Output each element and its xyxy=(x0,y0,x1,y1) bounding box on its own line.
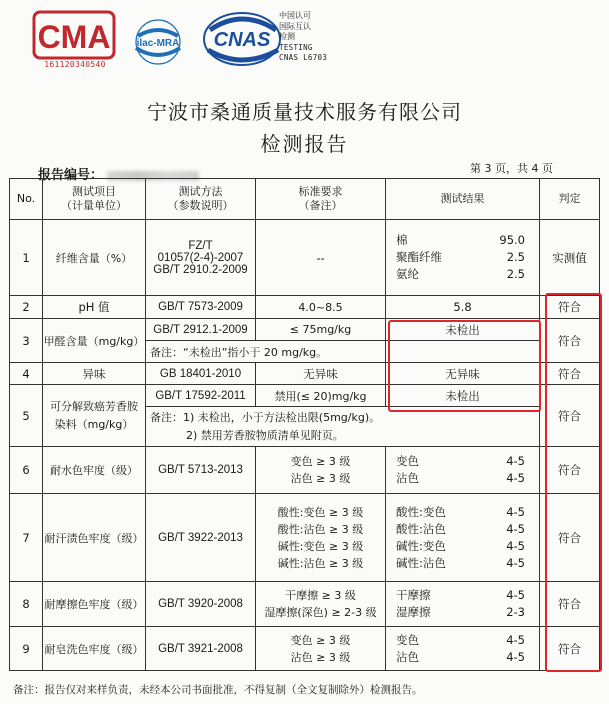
cnas-side-line: CNAS L6703 xyxy=(279,53,328,63)
row-no: 8 xyxy=(10,582,43,627)
table-row xyxy=(10,627,600,671)
row-no: 9 xyxy=(10,627,43,671)
row-judge: 符合 xyxy=(540,627,600,671)
row-standard: 禁用(≤ 20)mg/kg xyxy=(256,385,386,407)
row-judge: 符合 xyxy=(540,319,600,363)
company-name: 宁波市桑通质量技术服务有限公司 xyxy=(147,100,462,124)
row-no: 5 xyxy=(10,385,43,447)
col-header-judge: 判定 xyxy=(540,179,600,220)
row-item: 纤维含量（%） xyxy=(43,220,146,296)
result-line: 棉 95.0 xyxy=(396,233,525,247)
ilac-logo-text: ilac-MRA xyxy=(136,38,180,49)
table-row xyxy=(10,582,600,627)
row-no: 3 xyxy=(10,319,43,363)
row-standard: 干摩擦 ≥ 3 级 湿摩擦(深色) ≥ 2-3 级 xyxy=(256,582,386,627)
table-row xyxy=(10,447,600,494)
row-judge: 符合 xyxy=(540,447,600,494)
document-title: 检测报告 xyxy=(260,132,349,156)
row-item: 甲醛含量（mg/kg） xyxy=(43,319,146,363)
row-item: pH 值 xyxy=(43,296,146,319)
row-item: 耐汗渍色牢度（级） xyxy=(43,494,146,582)
row-method: FZ/T 01057(2-4)-2007 GB/T 2910.2-2009 xyxy=(146,220,256,296)
row-method: GB/T 3921-2008 xyxy=(146,627,256,671)
result-line: 聚酯纤维 2.5 xyxy=(396,250,525,264)
cnas-side-line: 国际互认 xyxy=(279,21,311,31)
row-method: GB/T 17592-2011 xyxy=(146,385,256,407)
row-result: 变色 4-5 沾色 4-5 xyxy=(386,447,540,494)
row-result: 未检出 xyxy=(386,319,540,341)
table-row xyxy=(10,296,600,319)
row-standard: ≤ 75mg/kg xyxy=(256,319,386,341)
row-standard: 酸性:变色 ≥ 3 级 酸性:沾色 ≥ 3 级 碱性:变色 ≥ 3 级 碱性:沾色 ≥ 3 级 xyxy=(256,494,386,582)
row-item: 耐水色牢度（级） xyxy=(43,447,146,494)
row-standard: 无异味 xyxy=(256,363,386,385)
row-method: GB/T 2912.1-2009 xyxy=(146,319,256,341)
ilac-mra-logo xyxy=(124,18,192,70)
row-method: GB/T 3922-2013 xyxy=(146,494,256,582)
row-no: 2 xyxy=(10,296,43,319)
row-item: 耐摩擦色牢度（级） xyxy=(43,582,146,627)
col-header-standard: 标准要求 （备注） xyxy=(256,179,386,220)
row-result: 干摩擦 4-5 湿摩擦 2-3 xyxy=(386,582,540,627)
col-header-no: No. xyxy=(10,179,43,220)
col-header-item: 测试项目 （计量单位） xyxy=(43,179,146,220)
page-indicator: 第 3 页，共 4 页 xyxy=(470,162,553,175)
col-header-result: 测试结果 xyxy=(386,179,540,220)
report-number-label: 报告编号： xyxy=(38,168,104,183)
row-result: 变色 4-5 沾色 4-5 xyxy=(386,627,540,671)
row-note: 备注：1) 未检出，小于方法检出限(5mg/kg)。 2) 禁用芳香胺物质清单见附页。 xyxy=(146,407,540,447)
row-result: 未检出 xyxy=(386,385,540,407)
row-method: GB/T 7573-2009 xyxy=(146,296,256,319)
judge-highlight-box xyxy=(545,293,602,672)
row-no: 4 xyxy=(10,363,43,385)
row-judge: 符合 xyxy=(540,582,600,627)
table-header-row xyxy=(10,179,600,220)
table-row xyxy=(10,494,600,582)
row-judge: 符合 xyxy=(540,385,600,447)
row-judge: 符合 xyxy=(540,296,600,319)
cnas-accreditation-text xyxy=(279,11,327,64)
cnas-side-line: TESTING xyxy=(279,42,313,52)
row-result: 5.8 xyxy=(386,296,540,319)
row-no: 1 xyxy=(10,220,43,296)
row-judge: 符合 xyxy=(540,363,600,385)
row-result: 酸性:变色 4-5 酸性:沾色 4-5 碱性:变色 4-5 碱性:沾色 4-5 xyxy=(386,494,540,582)
row-method: GB 18401-2010 xyxy=(146,363,256,385)
cnas-logo-text: CNAS xyxy=(213,29,271,51)
cnas-side-line: 检测 xyxy=(279,32,295,42)
row-judge: 符合 xyxy=(540,494,600,582)
cma-code: 161120340540 xyxy=(44,60,106,69)
row-standard: 变色 ≥ 3 级 沾色 ≥ 3 级 xyxy=(256,627,386,671)
row-result: 无异味 xyxy=(386,363,540,385)
row-note: 备注：“未检出”指小于 20 mg/kg。 xyxy=(146,341,386,363)
footer-note: 备注：报告仅对来样负责，未经本公司书面批准，不得复制（全文复制除外）检测报告。 xyxy=(13,684,423,696)
row-judge: 实测值 xyxy=(540,220,600,296)
row-result xyxy=(386,220,540,296)
row-no: 6 xyxy=(10,447,43,494)
row-item: 可分解致癌芳香胺染料（mg/kg） xyxy=(43,385,146,447)
cnas-side-line: 中国认可 xyxy=(279,11,311,20)
table-row xyxy=(10,220,600,296)
col-header-method: 测试方法 （参数说明） xyxy=(146,179,256,220)
row-standard: -- xyxy=(256,220,386,296)
row-item: 耐皂洗色牢度（级） xyxy=(43,627,146,671)
result-line: 氨纶 2.5 xyxy=(396,267,525,281)
row-item: 异味 xyxy=(43,363,146,385)
row-method: GB/T 5713-2013 xyxy=(146,447,256,494)
row-no: 7 xyxy=(10,494,43,582)
row-standard: 变色 ≥ 3 级 沾色 ≥ 3 级 xyxy=(256,447,386,494)
result-highlight-box xyxy=(388,320,541,412)
row-method: GB/T 3920-2008 xyxy=(146,582,256,627)
cma-logo-text: CMA xyxy=(37,19,111,55)
row-standard: 4.0~8.5 xyxy=(256,296,386,319)
test-results-table xyxy=(9,178,600,671)
